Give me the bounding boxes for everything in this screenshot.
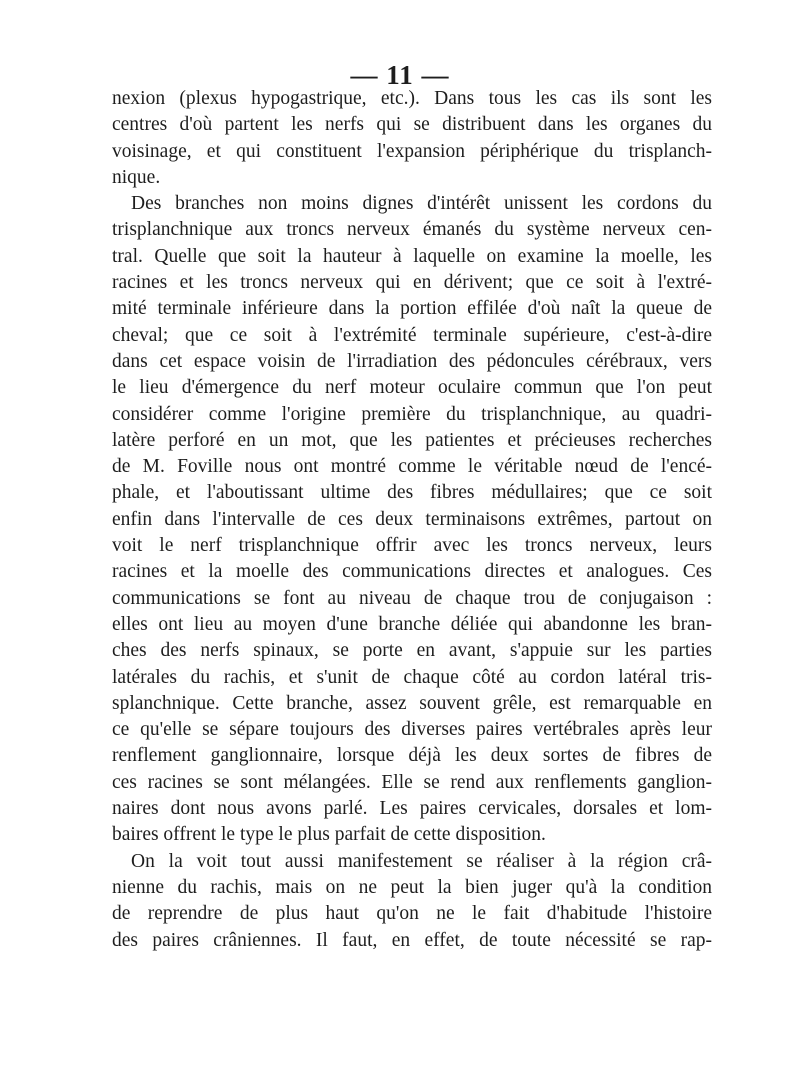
text-line: voisinage, et qui constituent l'expansion périphérique du trisplanch- <box>112 140 712 162</box>
text-line: nique. <box>112 166 161 188</box>
text-line: communications se font au niveau de chaque trou de conjugaison : <box>112 587 712 609</box>
text-body <box>112 86 712 954</box>
text-line: tral. Quelle que soit la hauteur à laquelle on examine la moelle, les <box>112 245 712 267</box>
text-line: latère perforé en un mot, que les patientes et précieuses recherches <box>112 429 712 451</box>
text-line: des paires crâniennes. Il faut, en effet, de toute nécessité se rap- <box>112 929 712 951</box>
text-line: nienne du rachis, mais on ne peut la bien juger qu'à la condition <box>112 876 712 898</box>
text-line: Des branches non moins dignes d'intérêt unissent les cordons du <box>131 193 712 215</box>
text-line: elles ont lieu au moyen d'une branche déliée qui abandonne les bran- <box>112 613 712 635</box>
text-line: latérales du rachis, et s'unit de chaque côté au cordon latéral tris- <box>112 666 712 688</box>
text-line: ce qu'elle se sépare toujours des diverses paires vertébrales après leur <box>112 719 712 741</box>
text-line: mité terminale inférieure dans la portion effilée d'où naît la queue de <box>112 298 712 320</box>
text-line: naires dont nous avons parlé. Les paires cervicales, dorsales et lom- <box>112 798 712 820</box>
text-line: racines et la moelle des communications directes et analogues. Ces <box>112 561 712 583</box>
text-line: considérer comme l'origine première du trisplanchnique, au quadri- <box>112 403 712 425</box>
text-line: phale, et l'aboutissant ultime des fibres médullaires; que ce soit <box>112 482 712 504</box>
text-line: ches des nerfs spinaux, se porte en avant, s'appuie sur les parties <box>112 640 712 662</box>
text-line: ces racines se sont mélangées. Elle se rend aux renflements ganglion- <box>112 771 712 793</box>
text-line: trisplanchnique aux troncs nerveux émanés du système nerveux cen- <box>112 219 712 241</box>
text-line: dans cet espace voisin de l'irradiation des pédoncules cérébraux, vers <box>112 350 712 372</box>
text-line: On la voit tout aussi manifestement se réaliser à la région crâ- <box>131 850 712 872</box>
text-line: nexion (plexus hypogastrique, etc.). Dans tous les cas ils sont les <box>112 88 712 109</box>
text-line: enfin dans l'intervalle de ces deux terminaisons extrêmes, partout on <box>112 508 712 530</box>
text-line: renflement ganglionnaire, lorsque déjà les deux sortes de fibres de <box>112 745 712 767</box>
text-line: racines et les troncs nerveux qui en dérivent; que ce soit à l'extré- <box>112 272 712 294</box>
text-line: baires offrent le type le plus parfait de cette disposition. <box>112 824 546 846</box>
text-line: le lieu d'émergence du nerf moteur oculaire commun que l'on peut <box>112 377 712 399</box>
text-line: cheval; que ce soit à l'extrémité terminale supérieure, c'est-à-dire <box>112 324 712 346</box>
text-line: splanchnique. Cette branche, assez souvent grêle, est remarquable en <box>112 692 712 714</box>
page-number: — 11 — <box>350 60 450 90</box>
text-line: centres d'où partent les nerfs qui se distribuent dans les organes du <box>112 114 712 136</box>
text-line: de M. Foville nous ont montré comme le véritable nœud de l'encé- <box>112 456 712 478</box>
text-line: de reprendre de plus haut qu'on ne le fait d'habitude l'histoire <box>112 903 712 925</box>
text-line: voit le nerf trisplanchnique offrir avec les troncs nerveux, leurs <box>112 535 712 557</box>
